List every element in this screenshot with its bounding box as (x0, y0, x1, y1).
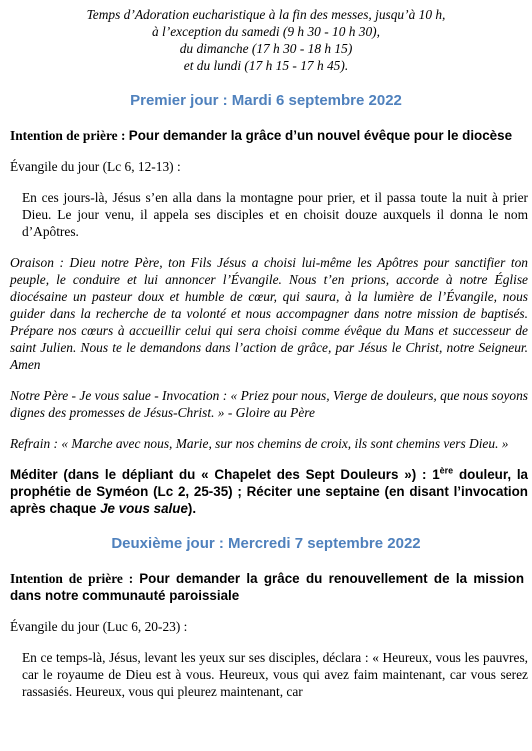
day1-gospel-text: En ces jours-là, Jésus s’en alla dans la montagne pour prier, et il passa toute la nuit à prier Dieu. Le jour venu, il appela ses disciples et en choisit douze auxquels il donna le nom d’Apôtres. (22, 190, 528, 239)
day1-mediter (0, 466, 532, 517)
day2-intention (0, 570, 532, 604)
adoration-line: et du lundi (17 h 15 - 17 h 45). (183, 58, 349, 73)
mediter-text: ). (187, 501, 197, 516)
intention-text: Pour demander la grâce du renouvellement de la mission dans notre communauté paroissiale (10, 571, 524, 603)
day1-intention (0, 127, 532, 144)
day2-gospel-ref: Évangile du jour (Luc 6, 20-23) : (10, 619, 188, 634)
mediter-text: Méditer (dans le dépliant du « Chapelet des Sept Douleurs ») : 1 (10, 467, 440, 482)
intention-text: Pour demander la grâce d’un nouvel évêque pour le diocèse (128, 128, 513, 143)
day1-refrain: Refrain : « Marche avec nous, Marie, sur nos chemins de croix, ils sont chemins vers Dieu. » (10, 436, 509, 451)
intention-label: Intention de prière : (10, 128, 129, 143)
day2-title: Deuxième jour : Mercredi 7 septembre 2022 (111, 535, 421, 552)
mediter-superscript: ère (439, 465, 454, 476)
day1-oraison: Oraison : Dieu notre Père, ton Fils Jésus a choisi lui-même les Apôtres pour sanctifier ton peuple, le conduire et lui annoncer l’Évangile. Nous t’en prions, accorde à notre Église diocésaine un pasteur doux et humble de cœur, qui saura, à la lumière de l’Évangile, nous guider dans la recherche de ta volonté et nous accompagner dans notre mission de baptisés. Prépare nos cœurs à accueillir celui qui sera choisi comme évêque du Mans et successeur de saint Julien. Nous te le demandons dans l’action de grâce, par Jésus le Christ, notre Seigneur. Amen (10, 255, 528, 372)
adoration-line: du dimanche (17 h 30 - 18 h 15) (179, 41, 353, 56)
day1-gospel-ref: Évangile du jour (Lc 6, 12-13) : (10, 159, 181, 174)
intention-label: Intention de prière : (10, 571, 140, 586)
day1-prayers: Notre Père - Je vous salue - Invocation : « Priez pour nous, Vierge de douleurs, que nous soyons dignes des promesses de Jésus-Christ. » - Gloire au Père (10, 388, 528, 420)
adoration-line: Temps d’Adoration eucharistique à la fin des messes, jusqu’à 10 h, (86, 7, 446, 22)
adoration-line: à l’exception du samedi (9 h 30 - 10 h 30), (152, 24, 380, 39)
adoration-notice (0, 0, 532, 74)
day1-title: Premier jour : Mardi 6 septembre 2022 (130, 92, 402, 109)
mediter-text: douleur, la prophétie de Syméon (Lc 2, 25-35) ; Réciter une septaine (en disant l’invocation après chaque (10, 467, 529, 516)
mediter-italic-text: Je vous salue (100, 501, 188, 516)
day2-gospel-text: En ce temps-là, Jésus, levant les yeux sur ses disciples, déclara : « Heureux, vous les pauvres, car le royaume de Dieu est à vous. Heureux, vous qui avez faim maintenant, car vous serez rassasiés. Heureux, vous qui pleurez maintenant, car (22, 650, 528, 699)
